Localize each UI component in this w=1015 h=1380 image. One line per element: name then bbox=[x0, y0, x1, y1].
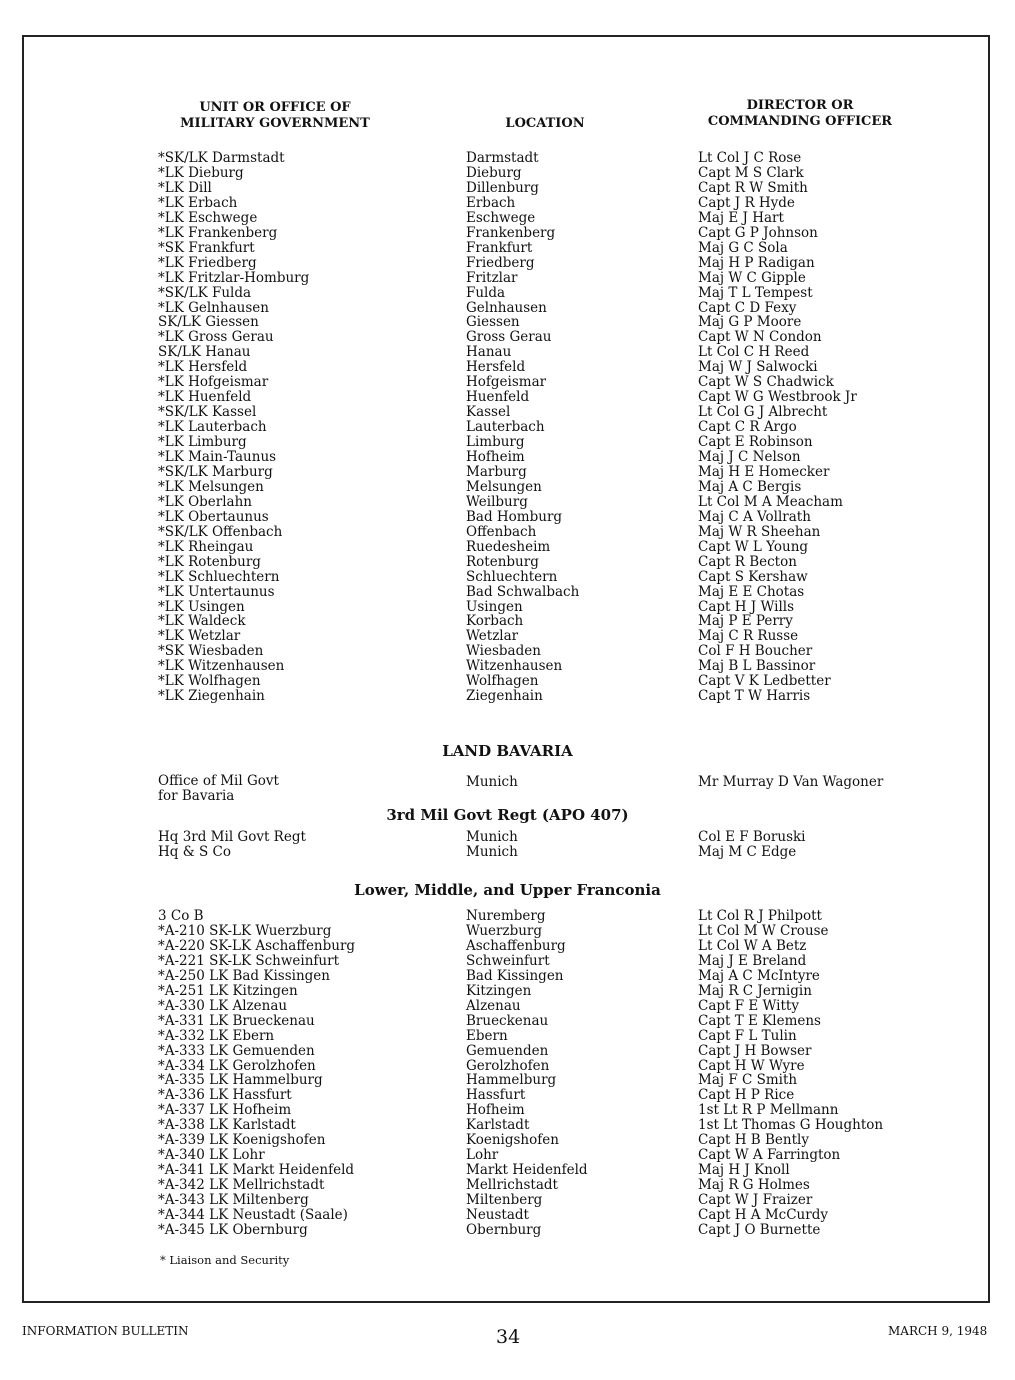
cell-unit: *LK Frankenberg bbox=[158, 224, 278, 241]
cell-unit: *LK Rheingau bbox=[158, 538, 254, 555]
cell-director: Maj T L Tempest bbox=[698, 284, 813, 301]
cell-unit: *A-340 LK Lohr bbox=[158, 1147, 265, 1164]
cell-director: Capt S Kershaw bbox=[698, 568, 808, 585]
cell-unit: *A-332 LK Ebern bbox=[158, 1027, 275, 1044]
cell-director: Capt W G Westbrook Jr bbox=[698, 389, 857, 406]
cell-location: Bad Homburg bbox=[466, 508, 563, 525]
cell-location: Marburg bbox=[466, 463, 527, 480]
table-row bbox=[0, 600, 1015, 615]
cell-director: Capt R W Smith bbox=[698, 179, 808, 196]
cell-location: Fulda bbox=[466, 284, 506, 301]
cell-location: Ziegenhain bbox=[466, 688, 543, 705]
cell-location: Dieburg bbox=[466, 164, 522, 181]
cell-location: Alzenau bbox=[466, 997, 521, 1014]
cell-unit: *LK Untertaunus bbox=[158, 583, 275, 600]
cell-director: Capt W N Condon bbox=[698, 329, 822, 346]
cell-unit: *SK/LK Offenbach bbox=[158, 523, 283, 540]
cell-director: Col E F Boruski bbox=[698, 829, 806, 845]
cell-unit: *SK Wiesbaden bbox=[158, 643, 264, 660]
cell-director: Maj W C Gipple bbox=[698, 269, 806, 286]
cell-unit: *A-331 LK Brueckenau bbox=[158, 1012, 315, 1029]
table-row bbox=[0, 689, 1015, 704]
header-location: LOCATION bbox=[505, 116, 585, 131]
cell-location: Rotenburg bbox=[466, 553, 539, 570]
cell-director: Capt H B Bently bbox=[698, 1132, 809, 1149]
cell-location: Munich bbox=[466, 829, 518, 845]
cell-unit: *LK Wolfhagen bbox=[158, 673, 261, 690]
table-row bbox=[0, 166, 1015, 181]
cell-location: Hassfurt bbox=[466, 1087, 526, 1104]
cell-director: Capt W A Farrington bbox=[698, 1147, 841, 1164]
cell-location: Schweinfurt bbox=[466, 952, 550, 969]
cell-director: Maj E J Hart bbox=[698, 209, 784, 226]
table-row bbox=[0, 495, 1015, 510]
cell-unit: *SK/LK Marburg bbox=[158, 463, 273, 480]
table-row bbox=[0, 151, 1015, 166]
cell-unit: *LK Lauterbach bbox=[158, 419, 267, 436]
bavaria-title: LAND BAVARIA bbox=[442, 742, 573, 760]
table-row bbox=[0, 465, 1015, 480]
table-row bbox=[0, 405, 1015, 420]
table-row bbox=[0, 1178, 1015, 1193]
table-row bbox=[0, 1148, 1015, 1163]
table-row bbox=[0, 211, 1015, 226]
cell-unit: *A-334 LK Gerolzhofen bbox=[158, 1057, 316, 1074]
table-row bbox=[0, 241, 1015, 256]
table-row bbox=[0, 360, 1015, 375]
header-director: DIRECTOR OR COMMANDING OFFICER bbox=[707, 98, 893, 129]
cell-location: Fritzlar bbox=[466, 269, 518, 286]
cell-director: Maj M C Edge bbox=[698, 844, 797, 860]
table-row bbox=[0, 1223, 1015, 1238]
cell-location: Miltenberg bbox=[466, 1192, 543, 1209]
table-row bbox=[0, 845, 1015, 860]
cell-unit: *A-339 LK Koenigshofen bbox=[158, 1132, 326, 1149]
table-row bbox=[0, 614, 1015, 629]
cell-location: Witzenhausen bbox=[466, 658, 563, 675]
footer-page-number: 34 bbox=[496, 1326, 521, 1348]
cell-location: Weilburg bbox=[466, 493, 528, 510]
cell-director: Lt Col C H Reed bbox=[698, 344, 810, 361]
cell-location: Aschaffenburg bbox=[466, 937, 566, 954]
cell-location: Ruedesheim bbox=[466, 538, 551, 555]
cell-director: Maj P E Perry bbox=[698, 613, 793, 630]
cell-location: Mellrichstadt bbox=[466, 1177, 558, 1194]
cell-location: Hofheim bbox=[466, 1102, 525, 1119]
cell-unit: *A-345 LK Obernburg bbox=[158, 1221, 308, 1238]
cell-director: Lt Col J C Rose bbox=[698, 150, 802, 166]
cell-director: Maj F C Smith bbox=[698, 1072, 798, 1089]
table-row bbox=[0, 330, 1015, 345]
cell-director: Capt C R Argo bbox=[698, 419, 797, 436]
cell-unit: *LK Hofgeismar bbox=[158, 374, 269, 391]
cell-director: Capt F L Tulin bbox=[698, 1027, 797, 1044]
cell-director: Capt V K Ledbetter bbox=[698, 673, 831, 690]
cell-unit: *LK Fritzlar-Homburg bbox=[158, 269, 310, 286]
cell-location: Friedberg bbox=[466, 254, 535, 271]
bavaria-office-location: Munich bbox=[466, 774, 518, 790]
table-row bbox=[0, 555, 1015, 570]
table-row bbox=[0, 420, 1015, 435]
cell-location: Markt Heidenfeld bbox=[466, 1162, 588, 1179]
bavaria-office-unit: Office of Mil Govt for Bavaria bbox=[158, 773, 279, 804]
cell-location: Korbach bbox=[466, 613, 524, 630]
cell-unit: *LK Oberlahn bbox=[158, 493, 252, 510]
cell-location: Brueckenau bbox=[466, 1012, 549, 1029]
table-row bbox=[0, 924, 1015, 939]
cell-director: Capt T E Klemens bbox=[698, 1012, 821, 1029]
cell-unit: *SK Frankfurt bbox=[158, 239, 255, 256]
cell-director: 1st Lt Thomas G Houghton bbox=[698, 1117, 884, 1134]
cell-location: Wetzlar bbox=[466, 628, 519, 645]
cell-unit: *LK Waldeck bbox=[158, 613, 246, 630]
cell-location: Eschwege bbox=[466, 209, 536, 226]
table-row bbox=[0, 1059, 1015, 1074]
cell-location: Hammelburg bbox=[466, 1072, 557, 1089]
cell-unit: *LK Limburg bbox=[158, 434, 247, 451]
header-unit: UNIT OR OFFICE OF MILITARY GOVERNMENT bbox=[180, 100, 370, 131]
regt-title: 3rd Mil Govt Regt (APO 407) bbox=[386, 806, 629, 824]
cell-director: Maj C R Russe bbox=[698, 628, 799, 645]
cell-director: Capt H J Wills bbox=[698, 598, 795, 615]
bavaria-office-row bbox=[0, 759, 1015, 804]
table-row bbox=[0, 286, 1015, 301]
cell-director: Maj H P Radigan bbox=[698, 254, 815, 271]
cell-director: Maj H J Knoll bbox=[698, 1162, 790, 1179]
table-row bbox=[0, 450, 1015, 465]
cell-unit: *LK Usingen bbox=[158, 598, 245, 615]
cell-director: Maj C A Vollrath bbox=[698, 508, 811, 525]
table-row bbox=[0, 256, 1015, 271]
cell-director: Capt C D Fexy bbox=[698, 299, 797, 316]
cell-director: Col F H Boucher bbox=[698, 643, 813, 660]
table-row bbox=[0, 271, 1015, 286]
cell-unit: *A-210 SK-LK Wuerzburg bbox=[158, 922, 332, 939]
cell-director: Capt T W Harris bbox=[698, 688, 811, 705]
cell-location: Dillenburg bbox=[466, 179, 539, 196]
cell-unit: *A-220 SK-LK Aschaffenburg bbox=[158, 937, 356, 954]
table-row bbox=[0, 226, 1015, 241]
cell-director: Capt W J Fraizer bbox=[698, 1192, 813, 1209]
cell-location: Bad Schwalbach bbox=[466, 583, 580, 600]
table-row bbox=[0, 644, 1015, 659]
table-row bbox=[0, 674, 1015, 689]
cell-unit: *SK/LK Kassel bbox=[158, 404, 257, 421]
cell-unit: *LK Eschwege bbox=[158, 209, 258, 226]
table-row bbox=[0, 969, 1015, 984]
cell-unit: *LK Main-Taunus bbox=[158, 449, 277, 465]
cell-director: Maj W R Sheehan bbox=[698, 523, 821, 540]
table-row bbox=[0, 540, 1015, 555]
cell-unit: *A-341 LK Markt Heidenfeld bbox=[158, 1162, 355, 1179]
cell-director: Lt Col W A Betz bbox=[698, 937, 807, 954]
cell-unit: SK/LK Hanau bbox=[158, 344, 251, 361]
cell-location: Wuerzburg bbox=[466, 922, 543, 939]
footer-publication: INFORMATION BULLETIN bbox=[22, 1324, 189, 1338]
cell-director: Maj H E Homecker bbox=[698, 463, 830, 480]
cell-director: Maj E E Chotas bbox=[698, 583, 805, 600]
cell-director: Maj J E Breland bbox=[698, 952, 807, 969]
cell-location: Huenfeld bbox=[466, 389, 530, 406]
cell-unit: *A-333 LK Gemuenden bbox=[158, 1042, 315, 1059]
cell-director: Maj G C Sola bbox=[698, 239, 788, 256]
cell-location: Bad Kissingen bbox=[466, 967, 564, 984]
cell-location: Hofgeismar bbox=[466, 374, 547, 391]
franconia-title: Lower, Middle, and Upper Franconia bbox=[354, 881, 661, 899]
cell-director: Lt Col G J Albrecht bbox=[698, 404, 828, 421]
table-row bbox=[0, 345, 1015, 360]
table-row bbox=[0, 984, 1015, 999]
table-row bbox=[0, 629, 1015, 644]
table-row bbox=[0, 1088, 1015, 1103]
cell-unit: Hq 3rd Mil Govt Regt bbox=[158, 829, 306, 845]
cell-director: Maj R C Jernigin bbox=[698, 982, 812, 999]
cell-unit: *LK Obertaunus bbox=[158, 508, 269, 525]
cell-unit: *LK Erbach bbox=[158, 194, 238, 211]
cell-director: Maj R G Holmes bbox=[698, 1177, 810, 1194]
cell-director: Capt W L Young bbox=[698, 538, 809, 555]
cell-director: 1st Lt R P Mellmann bbox=[698, 1102, 839, 1119]
cell-director: Lt Col R J Philpott bbox=[698, 908, 822, 924]
cell-location: Schluechtern bbox=[466, 568, 558, 585]
cell-location: Obernburg bbox=[466, 1221, 542, 1238]
cell-location: Gemuenden bbox=[466, 1042, 549, 1059]
table-row bbox=[0, 525, 1015, 540]
table-row bbox=[0, 435, 1015, 450]
cell-location: Lauterbach bbox=[466, 419, 545, 436]
bavaria-office-director: Mr Murray D Van Wagoner bbox=[698, 774, 884, 790]
cell-location: Hofheim bbox=[466, 449, 525, 465]
cell-unit: *A-344 LK Neustadt (Saale) bbox=[158, 1207, 348, 1223]
table-row bbox=[0, 1118, 1015, 1133]
cell-director: Maj A C McIntyre bbox=[698, 967, 820, 984]
table-row bbox=[0, 909, 1015, 924]
table-row bbox=[0, 1103, 1015, 1118]
cell-director: Lt Col M W Crouse bbox=[698, 922, 829, 939]
cell-unit: SK/LK Giessen bbox=[158, 314, 259, 331]
cell-director: Maj B L Bassinor bbox=[698, 658, 816, 675]
cell-location: Kassel bbox=[466, 404, 511, 421]
table-row bbox=[0, 1044, 1015, 1059]
cell-location: Giessen bbox=[466, 314, 520, 331]
cell-location: Nuremberg bbox=[466, 908, 546, 924]
cell-unit: *LK Gross Gerau bbox=[158, 329, 274, 346]
cell-director: Capt H W Wyre bbox=[698, 1057, 805, 1074]
cell-director: Lt Col M A Meacham bbox=[698, 493, 843, 510]
cell-location: Darmstadt bbox=[466, 150, 539, 166]
cell-unit: *A-337 LK Hofheim bbox=[158, 1102, 292, 1119]
cell-unit: *LK Dieburg bbox=[158, 164, 244, 181]
cell-unit: *LK Ziegenhain bbox=[158, 688, 265, 705]
cell-location: Munich bbox=[466, 844, 518, 860]
table-row bbox=[0, 181, 1015, 196]
cell-location: Ebern bbox=[466, 1027, 508, 1044]
cell-location: Gelnhausen bbox=[466, 299, 547, 316]
cell-location: Offenbach bbox=[466, 523, 537, 540]
table-row bbox=[0, 999, 1015, 1014]
footer-date: MARCH 9, 1948 bbox=[888, 1324, 988, 1338]
cell-director: Capt H A McCurdy bbox=[698, 1207, 828, 1223]
cell-location: Koenigshofen bbox=[466, 1132, 559, 1149]
cell-location: Gross Gerau bbox=[466, 329, 552, 346]
table-row bbox=[0, 1133, 1015, 1148]
cell-unit: *LK Wetzlar bbox=[158, 628, 241, 645]
table-row bbox=[0, 301, 1015, 316]
table-row bbox=[0, 939, 1015, 954]
cell-location: Gerolzhofen bbox=[466, 1057, 550, 1074]
cell-location: Hanau bbox=[466, 344, 512, 361]
cell-unit: *A-330 LK Alzenau bbox=[158, 997, 288, 1014]
cell-unit: *LK Dill bbox=[158, 179, 212, 196]
cell-location: Karlstadt bbox=[466, 1117, 530, 1134]
table-row bbox=[0, 585, 1015, 600]
cell-location: Melsungen bbox=[466, 478, 542, 495]
cell-director: Maj G P Moore bbox=[698, 314, 802, 331]
cell-unit: *A-336 LK Hassfurt bbox=[158, 1087, 292, 1104]
cell-director: Capt R Becton bbox=[698, 553, 797, 570]
cell-unit: *SK/LK Darmstadt bbox=[158, 150, 285, 166]
cell-location: Erbach bbox=[466, 194, 516, 211]
cell-location: Usingen bbox=[466, 598, 523, 615]
cell-unit: *SK/LK Fulda bbox=[158, 284, 252, 301]
table-row bbox=[0, 1029, 1015, 1044]
cell-director: Capt E Robinson bbox=[698, 434, 813, 451]
cell-unit: *LK Huenfeld bbox=[158, 389, 252, 406]
cell-unit: Hq & S Co bbox=[158, 844, 232, 860]
cell-director: Capt W S Chadwick bbox=[698, 374, 834, 391]
cell-unit: *LK Hersfeld bbox=[158, 359, 248, 376]
cell-unit: 3 Co B bbox=[158, 908, 204, 924]
table-row bbox=[0, 390, 1015, 405]
cell-unit: *A-342 LK Mellrichstadt bbox=[158, 1177, 325, 1194]
cell-director: Maj A C Bergis bbox=[698, 478, 802, 495]
cell-unit: *LK Schluechtern bbox=[158, 568, 280, 585]
cell-unit: *A-251 LK Kitzingen bbox=[158, 982, 298, 999]
cell-director: Maj J C Nelson bbox=[698, 449, 801, 465]
cell-director: Capt H P Rice bbox=[698, 1087, 795, 1104]
cell-unit: *LK Witzenhausen bbox=[158, 658, 285, 675]
cell-location: Hersfeld bbox=[466, 359, 526, 376]
table-row bbox=[0, 510, 1015, 525]
cell-director: Capt J O Burnette bbox=[698, 1221, 821, 1238]
cell-unit: *A-250 LK Bad Kissingen bbox=[158, 967, 330, 984]
cell-director: Capt F E Witty bbox=[698, 997, 799, 1014]
table-row bbox=[0, 375, 1015, 390]
table-row bbox=[0, 315, 1015, 330]
cell-director: Capt M S Clark bbox=[698, 164, 804, 181]
cell-location: Limburg bbox=[466, 434, 525, 451]
table-row bbox=[0, 954, 1015, 969]
cell-unit: *A-343 LK Miltenberg bbox=[158, 1192, 309, 1209]
cell-unit: *LK Rotenburg bbox=[158, 553, 261, 570]
cell-director: Capt J R Hyde bbox=[698, 194, 795, 211]
table-row bbox=[0, 830, 1015, 845]
cell-unit: *A-335 LK Hammelburg bbox=[158, 1072, 323, 1089]
cell-unit: *LK Gelnhausen bbox=[158, 299, 269, 316]
cell-unit: *A-338 LK Karlstadt bbox=[158, 1117, 296, 1134]
table-row bbox=[0, 480, 1015, 495]
cell-location: Frankfurt bbox=[466, 239, 533, 256]
cell-location: Frankenberg bbox=[466, 224, 556, 241]
cell-location: Wiesbaden bbox=[466, 643, 541, 660]
table-row bbox=[0, 1163, 1015, 1178]
table-row bbox=[0, 570, 1015, 585]
table-row bbox=[0, 659, 1015, 674]
cell-location: Wolfhagen bbox=[466, 673, 539, 690]
table-row bbox=[0, 1073, 1015, 1088]
cell-director: Capt J H Bowser bbox=[698, 1042, 812, 1059]
footnote: * Liaison and Security bbox=[160, 1253, 290, 1267]
table-row bbox=[0, 1014, 1015, 1029]
table-row bbox=[0, 1193, 1015, 1208]
cell-unit: *A-221 SK-LK Schweinfurt bbox=[158, 952, 340, 969]
cell-location: Lohr bbox=[466, 1147, 499, 1164]
cell-unit: *LK Melsungen bbox=[158, 478, 264, 495]
table-row bbox=[0, 196, 1015, 211]
cell-location: Kitzingen bbox=[466, 982, 532, 999]
table-row bbox=[0, 1208, 1015, 1223]
cell-director: Capt G P Johnson bbox=[698, 224, 818, 241]
cell-unit: *LK Friedberg bbox=[158, 254, 257, 271]
cell-director: Maj W J Salwocki bbox=[698, 359, 818, 376]
cell-location: Neustadt bbox=[466, 1207, 529, 1223]
